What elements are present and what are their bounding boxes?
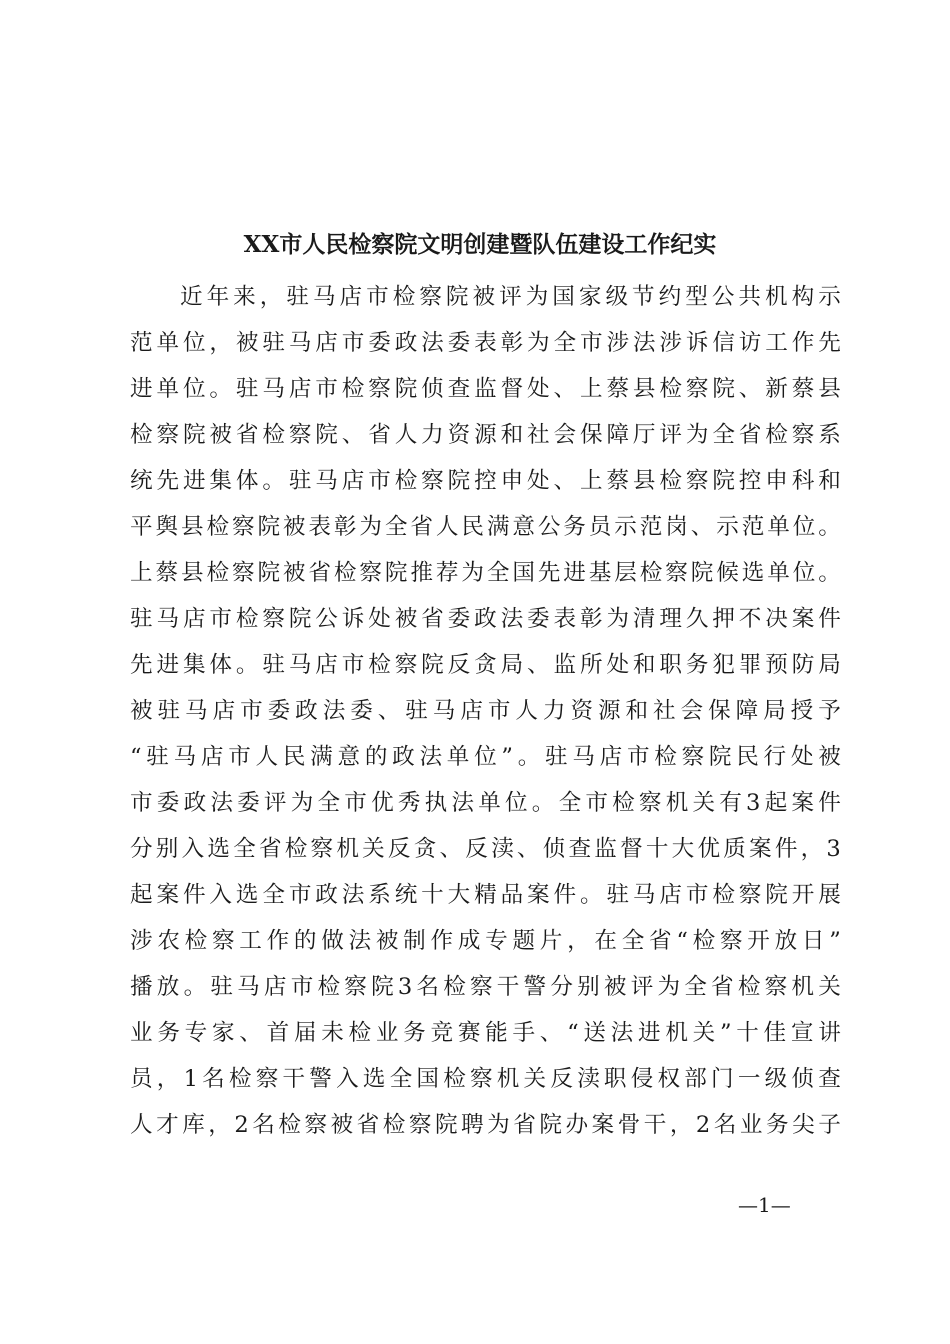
body-line: 近年来，驻马店市检察院被评为国家级节约型公共机构示 <box>180 284 842 310</box>
body-line: 涉农检察工作的做法被制作成专题片，在全省“检察开放日” <box>130 928 842 954</box>
body-line: 范单位，被驻马店市委政法委表彰为全市涉法涉诉信访工作先 <box>130 330 842 356</box>
page-number: —1— <box>738 1193 791 1217</box>
body-line: 播放。驻马店市检察院3名检察干警分别被评为全省检察机关 <box>130 974 842 1000</box>
body-line: 分别入选全省检察机关反贪、反渎、侦查监督十大优质案件，3 <box>130 836 842 862</box>
body-line: “驻马店市人民满意的政法单位”。驻马店市检察院民行处被 <box>130 744 842 770</box>
body-line: 业务专家、首届未检业务竞赛能手、“送法进机关”十佳宣讲 <box>130 1020 842 1046</box>
body-line: 统先进集体。驻马店市检察院控申处、上蔡县检察院控申科和 <box>130 468 842 494</box>
body-line: 先进集体。驻马店市检察院反贪局、监所处和职务犯罪预防局 <box>130 652 842 678</box>
body-line: 进单位。驻马店市检察院侦查监督处、上蔡县检察院、新蔡县 <box>130 376 842 402</box>
body-line: 员，1名检察干警入选全国检察机关反渎职侵权部门一级侦查 <box>130 1066 842 1092</box>
body-line: 检察院被省检察院、省人力资源和社会保障厅评为全省检察系 <box>130 422 842 448</box>
body-line: 上蔡县检察院被省检察院推荐为全国先进基层检察院候选单位。 <box>130 560 842 586</box>
body-line: 人才库，2名检察被省检察院聘为省院办案骨干，2名业务尖子 <box>130 1112 842 1138</box>
document-body <box>130 274 842 1148</box>
body-line: 市委政法委评为全市优秀执法单位。全市检察机关有3起案件 <box>130 790 842 816</box>
body-line: 起案件入选全市政法系统十大精品案件。驻马店市检察院开展 <box>130 882 842 908</box>
document-title: XX市人民检察院文明创建暨队伍建设工作纪实 <box>243 231 717 258</box>
body-line: 平舆县检察院被表彰为全省人民满意公务员示范岗、示范单位。 <box>130 514 842 540</box>
body-line: 被驻马店市委政法委、驻马店市人力资源和社会保障局授予 <box>130 698 842 724</box>
body-line: 驻马店市检察院公诉处被省委政法委表彰为清理久押不决案件 <box>130 606 842 632</box>
